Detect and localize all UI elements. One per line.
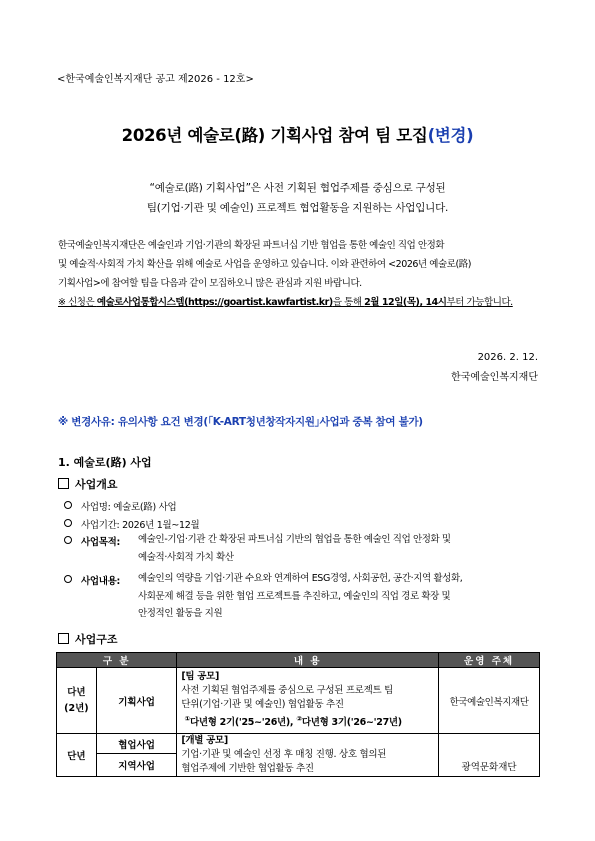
apply-system-link[interactable]: 예술로사업통합시스템(https://goartist.kawfartist.kr)	[96, 297, 333, 308]
planning-type1: 다년형 2기('25~'26년),	[190, 717, 297, 729]
intro-line: 팀(기업·기관 및 예술인) 프로젝트 협업활동을 지원하는 사업입니다.	[146, 202, 449, 214]
planning-cell: 기획사업	[96, 668, 177, 734]
intro-text	[0, 178, 595, 218]
bullet-circle-icon	[64, 501, 72, 509]
planning-types	[181, 712, 434, 730]
change-reason: ※ 변경사유: 유의사항 요건 변경(｢K-ART청년창작자지원｣사업과 중복 참여 불가)	[58, 416, 423, 428]
multi-year-sub: (2년)	[64, 702, 89, 714]
organization-name: 한국예술인복지재단	[451, 372, 538, 383]
content-label: 사업내용:	[81, 576, 121, 587]
application-note	[58, 293, 540, 312]
bullet-project-period	[64, 517, 199, 531]
body-line: 및 예술적·사회적 가치 확산을 위해 예술로 사업을 운영하고 있습니다. 이와 관련하여 <2026년 예술로(路)	[58, 259, 472, 270]
body-line: 한국예술인복지재단은 예술인과 기업·기관의 확장된 파트너십 기반 협업을 통한 예술인 직업 안정화	[58, 240, 445, 251]
single-content-line: 기업·기관 및 예술인 선정 후 매칭 진행. 상호 협의된	[181, 749, 387, 760]
purpose-line: 예술적·사회적 가치 확산	[138, 551, 234, 563]
single-content-cell	[177, 734, 439, 777]
checkbox-square-icon	[58, 633, 69, 644]
structure-table	[56, 652, 540, 777]
type1-mark: ①	[184, 715, 191, 724]
bullet-project-name	[64, 499, 176, 513]
announcement-date-block	[451, 348, 538, 388]
planning-content-cell	[177, 668, 439, 734]
bullet-content	[64, 573, 120, 587]
bullet-circle-icon	[64, 536, 72, 544]
content-line: 예술인의 역량을 기업·기관 수요와 연계하여 ESG경영, 사회공헌, 공간·지역 활성화,	[138, 573, 463, 584]
checkbox-square-icon	[58, 478, 69, 489]
apply-middle: 을 통해	[332, 297, 365, 308]
intro-line: “예술로(路) 기획사업”은 사전 기획된 협업주제를 중심으로 구성된	[149, 182, 446, 194]
project-name: 사업명: 예술로(路) 사업	[81, 502, 177, 513]
planning-content-line: 단위(기업·기관 및 예술인) 협업활동 추진	[181, 699, 344, 711]
header-content: 내 용	[177, 653, 439, 668]
title-changed-tag: (변경)	[427, 126, 474, 145]
content-line: 사회문제 해결 등을 위한 협업 프로젝트를 추진하고, 예술인의 직업 경로 확장 및	[138, 590, 451, 602]
table-header-row	[57, 653, 540, 668]
planning-type2: 다년형 3기('26~'27년)	[301, 717, 402, 729]
apply-suffix: 부터 가능합니다.	[446, 297, 513, 308]
apply-prefix: ※ 신청은	[58, 297, 97, 308]
multi-year-label: 다년	[67, 686, 86, 698]
overview-heading-label: 사업개요	[75, 478, 118, 491]
body-line: 기획사업>에 참여할 팀을 다음과 같이 모집하오니 많은 관심과 지원 바랍니다.	[58, 278, 362, 289]
bullet-circle-icon	[64, 575, 72, 583]
overview-heading	[58, 476, 118, 492]
content-text	[138, 570, 540, 623]
single-content-line: 협업주제에 기반한 협업활동 추진	[181, 763, 314, 774]
regional-cell: 지역사업	[96, 754, 177, 777]
header-operator: 운영 주체	[439, 653, 540, 668]
table-row	[57, 668, 540, 734]
bullet-purpose	[64, 534, 120, 548]
planning-content-line: 사전 기획된 협업주제를 중심으로 구성된 프로젝트 팀	[181, 685, 393, 697]
structure-heading	[58, 631, 118, 647]
content-line: 안정적인 활동을 지원	[138, 608, 223, 619]
multi-year-cell	[57, 668, 97, 734]
planning-operator-cell: 한국예술인복지재단	[439, 668, 540, 734]
single-year-cell: 단년	[57, 734, 97, 777]
apply-datetime: 2월 12일(목), 14시	[364, 297, 447, 308]
notice-number: <한국예술인복지재단 공고 제2026 - 12호>	[57, 74, 254, 85]
bullet-circle-icon	[64, 519, 72, 527]
section-heading: 1. 예술로(路) 사업	[58, 456, 152, 469]
purpose-line: 예술인-기업·기관 간 확장된 파트너십 기반의 협업을 통한 예술인 직업 안정화 및	[138, 534, 451, 545]
announcement-date: 2026. 2. 12.	[477, 352, 538, 363]
structure-heading-label: 사업구조	[75, 633, 118, 646]
type2-mark: ②	[296, 715, 302, 724]
collab-cell: 협업사업	[96, 734, 177, 754]
planning-content-title: [팀 공모]	[181, 671, 220, 683]
header-category: 구 분	[57, 653, 177, 668]
body-paragraph	[58, 236, 540, 312]
title-main: 2026년 예술로(路) 기획사업 참여 팀 모집	[121, 126, 428, 145]
project-period: 사업기간: 2026년 1월~12월	[81, 520, 200, 531]
table-row	[57, 734, 540, 754]
purpose-label: 사업목적:	[81, 537, 121, 548]
page-title	[0, 122, 595, 146]
single-content-title: [개별 공모]	[181, 735, 228, 746]
single-operator-cell: 광역문화재단	[439, 734, 540, 777]
purpose-text	[138, 531, 540, 566]
